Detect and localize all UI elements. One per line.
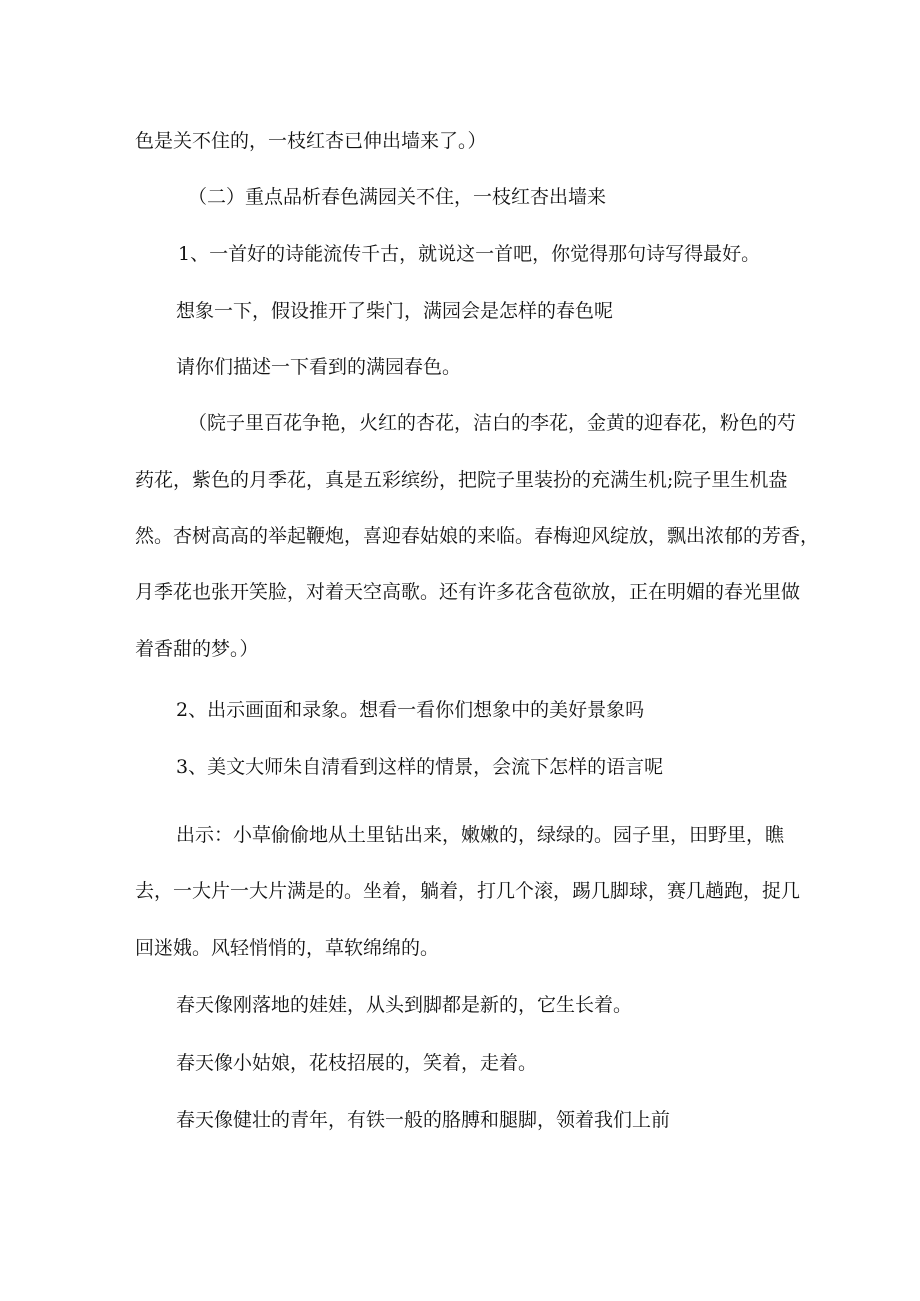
line-text: 去，一大片一大片满是的。坐着，躺着，打几个滚，踢几脚球，赛几趟跑，捉几 xyxy=(135,880,801,902)
text-line: 1、一首好的诗能流传千古，就说这一首吧，你觉得那句诗写得最好。 xyxy=(178,243,761,265)
text-line: 回迷娥。风轻悄悄的，草软绵绵的。 xyxy=(135,937,440,959)
text-line: 3、美文大师朱自清看到这样的情景，会流下怎样的语言呢 xyxy=(176,756,664,778)
paragraph-line xyxy=(135,467,788,493)
line-text: 月季花也张开笑脸，对着天空高歌。还有许多花含苞欲放，正在明媚的春光里做 xyxy=(135,581,801,603)
paragraph-line xyxy=(176,822,785,848)
text-line: 色是关不住的，一枝红杏已伸出墙来了。） xyxy=(135,130,487,152)
section-heading: （二）重点品析春色满园关不住，一枝红杏出墙来 xyxy=(188,186,607,208)
line-text: （院子里百花争艳，火红的杏花，洁白的李花，金黄的迎春花，粉色的芍 xyxy=(188,412,797,434)
text-line: 请你们描述一下看到的满园春色。 xyxy=(176,356,462,378)
line-text: 然。杏树高高的举起鞭炮，喜迎春姑娘的来临。春梅迎风绽放，飘出浓郁的芳香， xyxy=(135,525,820,547)
text-line: 春天像刚落地的娃娃，从头到脚都是新的，它生长着。 xyxy=(176,994,633,1016)
paragraph-line xyxy=(135,579,801,605)
text-line: 想象一下，假设推开了柴门，满园会是怎样的春色呢 xyxy=(176,300,614,322)
text-line: 春天像小姑娘，花枝招展的，笑着，走着。 xyxy=(176,1052,538,1074)
line-text: 出示：小草偷偷地从土里钻出来，嫩嫩的，绿绿的。园子里，田野里，瞧 xyxy=(176,824,785,846)
line-text: 药花，紫色的月季花，真是五彩缤纷，把院子里装扮的充满生机;院子里生机盎 xyxy=(135,469,788,491)
text-line: 春天像健壮的青年，有铁一般的胳膊和腿脚，领着我们上前 xyxy=(176,1109,671,1131)
paragraph-line xyxy=(135,878,801,904)
paragraph-line xyxy=(135,523,820,549)
text-line: 2、出示画面和录象。想看一看你们想象中的美好景象吗 xyxy=(176,699,645,721)
text-line: 着香甜的梦。） xyxy=(135,638,259,660)
paragraph-line xyxy=(188,410,797,436)
